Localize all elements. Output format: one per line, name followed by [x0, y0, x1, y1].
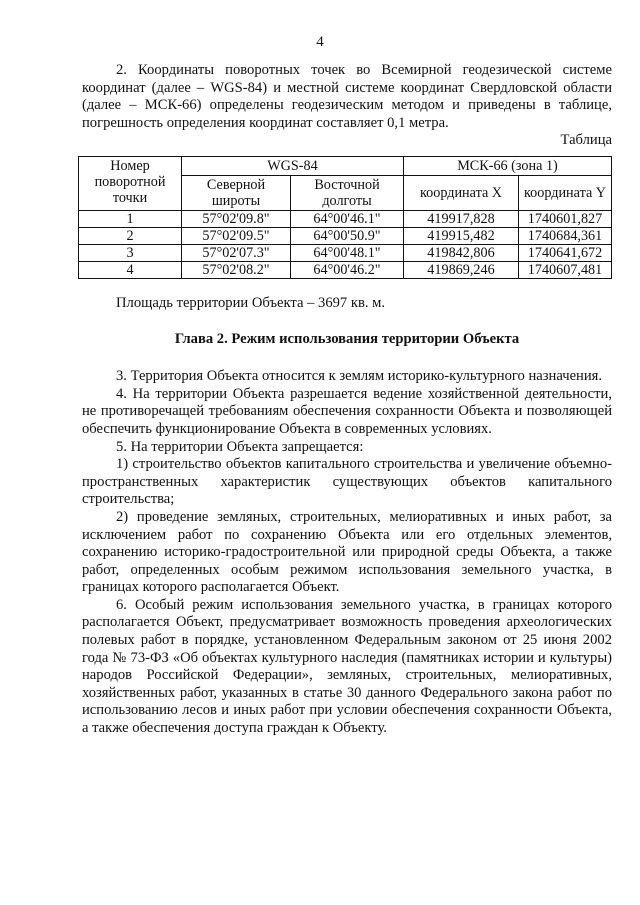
- cell-point-number: 2: [79, 227, 182, 244]
- table-row: [79, 227, 612, 244]
- cell-point-number: 3: [79, 244, 182, 261]
- cell-point-number: 4: [79, 261, 182, 278]
- coordinates-table: [78, 156, 612, 279]
- table-row: [79, 244, 612, 261]
- paragraph-2: 2. Координаты поворотных точек во Всемирной геодезической системе координат (далее – WGS-84) и местной системе координат Свердловской области (далее – МСК-66) определены геодезическим методом и приведены в таблице, погрешность определения координат составляет 0,1 метра.: [82, 62, 612, 131]
- cell-x: 419842,806: [404, 244, 519, 261]
- cell-longitude: 64°00'46.1": [291, 210, 404, 227]
- document-body: [82, 62, 612, 738]
- table-row: [79, 210, 612, 227]
- cell-x: 419917,828: [404, 210, 519, 227]
- paragraph-3: 3. Территория Объекта относится к землям историко-культурного назначения.: [116, 368, 603, 385]
- cell-latitude: 57°02'09.8": [182, 210, 291, 227]
- header-wgs84: WGS-84: [182, 156, 404, 175]
- cell-longitude: 64°00'50.9": [291, 227, 404, 244]
- chapter-title: Глава 2. Режим использования территории Объекта: [174, 330, 520, 347]
- cell-y: 1740641,672: [519, 244, 612, 261]
- cell-latitude: 57°02'09.5": [182, 227, 291, 244]
- page-number: 4: [316, 34, 324, 50]
- cell-y: 1740684,361: [519, 227, 612, 244]
- header-msk66: МСК-66 (зона 1): [404, 156, 612, 175]
- table-row: [79, 261, 612, 278]
- cell-longitude: 64°00'46.2": [291, 261, 404, 278]
- header-north-latitude: Северной широты: [182, 175, 291, 210]
- cell-y: 1740601,827: [519, 210, 612, 227]
- paragraph-5-item-2: 2) проведение земляных, строительных, мелиоративных и иных работ, за исключением работ по сохранению Объекта или его отдельных элементов, сохранению историко-градостроительной или природной среды Объекта, а также работ, определенных особым режимом использования земельного участка, в границах которого располагается Объект.: [82, 508, 612, 596]
- cell-longitude: 64°00'48.1": [291, 244, 404, 261]
- area-statement: Площадь территории Объекта – 3697 кв. м.: [116, 294, 386, 311]
- cell-x: 419915,482: [404, 227, 519, 244]
- paragraph-4: 4. На территории Объекта разрешается ведение хозяйственной деятельности, не противоречащей требованиям обеспечения сохранности Объекта и позволяющей обеспечить функционирование Объекта в современных условиях.: [82, 385, 612, 437]
- cell-latitude: 57°02'08.2": [182, 261, 291, 278]
- paragraph-5: 5. На территории Объекта запрещается:: [116, 438, 364, 455]
- paragraph-5-item-1: 1) строительство объектов капитального строительства и увеличение объемно-пространственных характеристик существующих объектов капитального строительства;: [82, 456, 612, 508]
- header-east-longitude: Восточной долготы: [291, 175, 404, 210]
- cell-point-number: 1: [79, 210, 182, 227]
- header-point-number: Номер поворотной точки: [79, 156, 182, 210]
- table-label: Таблица: [560, 132, 612, 149]
- header-coordinate-y: координата Y: [519, 175, 612, 210]
- paragraph-6: 6. Особый режим использования земельного участка, в границах которого располагается Объект, предусматривает возможность проведения археологических полевых работ в порядке, установленном Федеральным законом от 25 июня 2002 года № 73-ФЗ «Об объектах культурного наследия (памятниках истории и культуры) народов Российской Федерации», земляных, строительных, мелиоративных, хозяйственных работ, указанных в статье 30 данного Федерального закона работ по использованию лесов и иных работ при условии обеспечения сохранности Объекта, а также обеспечения доступа граждан к Объекту.: [82, 596, 612, 737]
- cell-y: 1740607,481: [519, 261, 612, 278]
- cell-x: 419869,246: [404, 261, 519, 278]
- cell-latitude: 57°02'07.3": [182, 244, 291, 261]
- header-coordinate-x: координата X: [404, 175, 519, 210]
